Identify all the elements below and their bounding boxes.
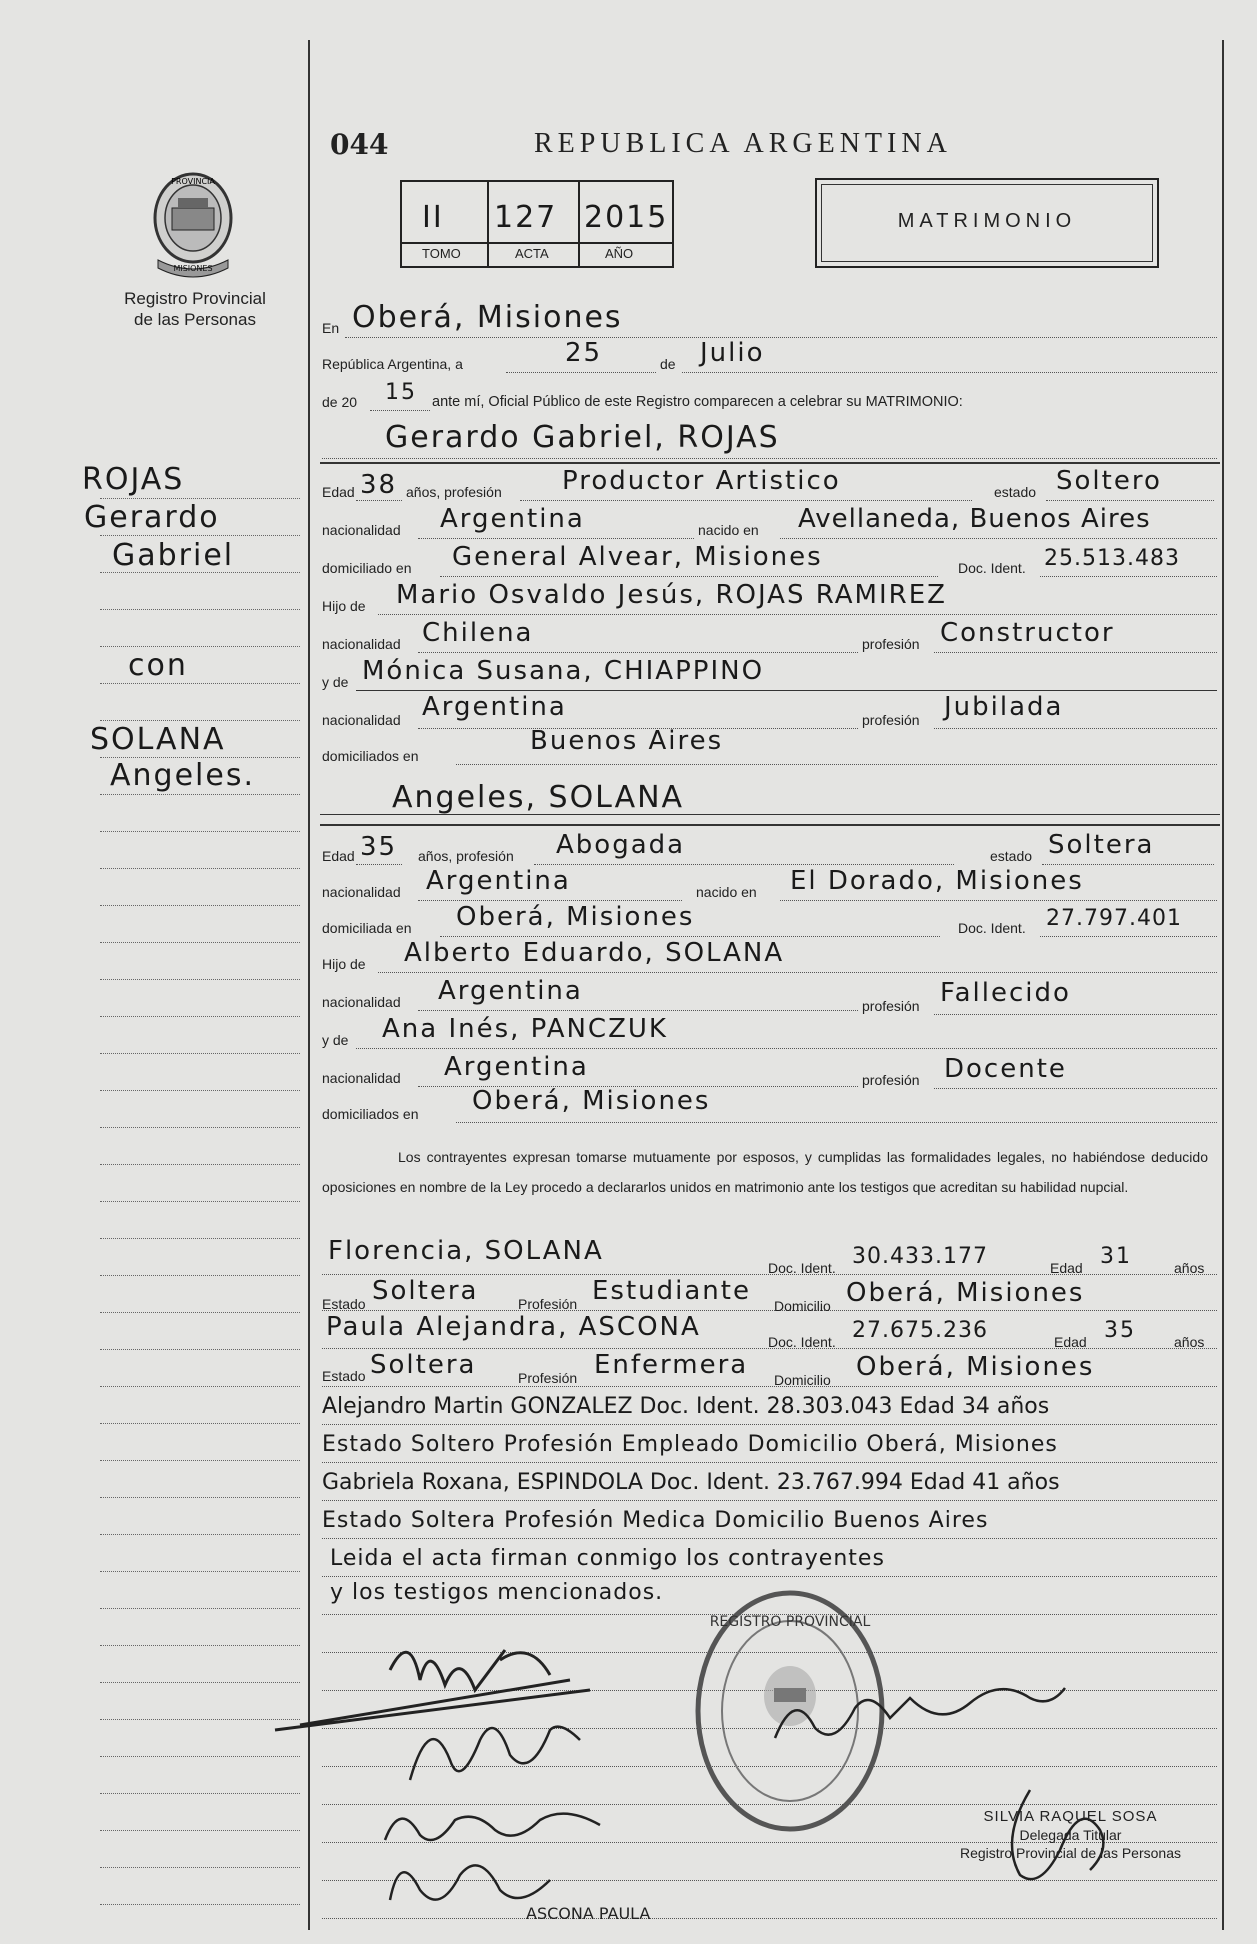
officer-title: Delegada Titular <box>1019 1827 1122 1843</box>
record-number-box <box>400 180 672 266</box>
witness2-doc: 27.675.236 <box>852 1318 988 1343</box>
closing-line2: y los testigos mencionados. <box>330 1580 664 1605</box>
registry-name <box>100 288 290 330</box>
witness2-name: Paula Alejandra, ASCONA <box>326 1312 701 1342</box>
groom-domiciliados-label: domiciliados en <box>322 748 419 764</box>
signature-officer <box>990 1780 1120 1895</box>
margin-note-line5: Angeles. <box>110 758 255 793</box>
bride-father-nac-label: nacionalidad <box>322 994 401 1010</box>
witness1-doc-label: Doc. Ident. <box>768 1260 836 1276</box>
witness1-edad-label: Edad <box>1050 1260 1083 1276</box>
bride-father-nationality: Argentina <box>438 976 583 1006</box>
margin-note-connector: con <box>128 648 188 683</box>
witness1-status: Soltera <box>372 1276 479 1306</box>
groom-nacido-label: nacido en <box>698 522 759 538</box>
witness1-estado-label: Estado <box>322 1296 366 1312</box>
witness1-doc: 30.433.177 <box>852 1244 988 1269</box>
groom-doc-label: Doc. Ident. <box>958 560 1026 576</box>
celebration-place: Oberá, Misiones <box>352 300 623 335</box>
groom-hijo-label: Hijo de <box>322 598 366 614</box>
seal-bottom-text: MISIONES <box>173 264 213 273</box>
registry-name-line1: Registro Provincial <box>124 289 266 308</box>
groom-full-name: Gerardo Gabriel, ROJAS <box>385 420 780 455</box>
margin-note-line2: Gerardo <box>84 500 220 535</box>
groom-anos-profesion-label: años, profesión <box>406 484 502 500</box>
margin-note-line4: SOLANA <box>90 722 226 757</box>
witness2-dom-label: Domicilio <box>774 1372 831 1388</box>
declaration-text: Los contrayentes expresan tomarse mutuamente por esposos, y cumplidas las formalidades legales, no habiéndose deducido oposiciones en nombre de la Ley procedo a declararlos unidos en matrimonio ante los testigos que acreditan su habilidad nupcial. <box>322 1149 1208 1195</box>
groom-parents-domicile: Buenos Aires <box>530 726 724 756</box>
groom-mother-nationality: Argentina <box>422 692 567 722</box>
bride-nacionalidad-label: nacionalidad <box>322 884 401 900</box>
witness2-estado-label: Estado <box>322 1368 366 1384</box>
anio-value: 2015 <box>584 200 669 235</box>
signature-officer-scribble <box>770 1668 1070 1763</box>
witness-printed-signature: ASCONA PAULA <box>526 1904 651 1923</box>
witness2-age: 35 <box>1104 1318 1136 1343</box>
groom-profession: Productor Artistico <box>562 466 841 496</box>
page-number: 044 <box>330 128 389 161</box>
bride-domiciliados-label: domiciliados en <box>322 1106 419 1122</box>
groom-father-prof-label: profesión <box>862 636 920 652</box>
groom-domiciliado-label: domiciliado en <box>322 560 412 576</box>
closing-line1: Leida el acta firman conmigo los contrayentes <box>330 1546 885 1571</box>
witness1-anos: años <box>1174 1260 1205 1276</box>
bride-profession: Abogada <box>556 830 686 860</box>
year-prefix: de 20 <box>322 394 358 410</box>
groom-mother: Mónica Susana, CHIAPPINO <box>362 656 765 686</box>
bride-status: Soltera <box>1048 830 1155 860</box>
groom-nacionalidad-label: nacionalidad <box>322 522 401 538</box>
bride-full-name: Angeles, SOLANA <box>392 780 685 815</box>
witness1-name: Florencia, SOLANA <box>328 1236 604 1266</box>
bride-edad-label: Edad <box>322 848 355 864</box>
witness2-profession: Enfermera <box>594 1350 749 1380</box>
bride-hijo-label: Hijo de <box>322 956 366 972</box>
witness2-prof-label: Profesión <box>518 1370 578 1386</box>
bride-domiciliada-label: domiciliada en <box>322 920 412 936</box>
bride-nacido-label: nacido en <box>696 884 757 900</box>
bride-domicile: Oberá, Misiones <box>456 902 695 932</box>
signature-scribble-icon-6 <box>990 1780 1120 1890</box>
celebration-month: Julio <box>700 338 765 368</box>
groom-yde-label: y de <box>322 674 349 690</box>
document-type-box <box>815 178 1159 268</box>
witness1-dom-label: Domicilio <box>774 1298 831 1314</box>
tomo-value: II <box>422 200 444 235</box>
bride-mother: Ana Inés, PANCZUK <box>382 1014 668 1044</box>
groom-doc: 25.513.483 <box>1044 546 1180 571</box>
anio-label: AÑO <box>605 246 634 261</box>
witness1-prof-label: Profesión <box>518 1296 578 1312</box>
signature-scribble-icon-2 <box>400 1700 600 1800</box>
officer-name: SILVIA RAQUEL SOSA <box>983 1808 1158 1825</box>
witness2-edad-label: Edad <box>1054 1334 1087 1350</box>
groom-mother-profession: Jubilada <box>944 692 1064 722</box>
de-label: de <box>660 356 676 372</box>
witness1-profession: Estudiante <box>592 1276 751 1306</box>
en-label: En <box>322 320 340 336</box>
margin-note-line3: Gabriel <box>112 538 235 573</box>
bride-anos-profesion-label: años, profesión <box>418 848 514 864</box>
bride-mother-nationality: Argentina <box>444 1052 589 1082</box>
provincial-seal-icon <box>148 168 238 278</box>
bride-mother-profession: Docente <box>944 1054 1067 1084</box>
witness3-line1: Alejandro Martin GONZALEZ Doc. Ident. 28.303.043 Edad 34 años <box>322 1394 1050 1419</box>
bride-mother-nac-label: nacionalidad <box>322 1070 401 1086</box>
bride-father-profession: Fallecido <box>940 978 1071 1008</box>
witness2-domicile: Oberá, Misiones <box>856 1352 1095 1382</box>
groom-status: Soltero <box>1056 466 1162 496</box>
groom-mother-nac-label: nacionalidad <box>322 712 401 728</box>
stamp-text: REGISTRO PROVINCIAL <box>709 1614 871 1630</box>
bride-doc-label: Doc. Ident. <box>958 920 1026 936</box>
document-type: MATRIMONIO <box>897 210 1077 232</box>
groom-nationality: Argentina <box>440 504 585 534</box>
bride-age: 35 <box>360 832 398 862</box>
groom-father-nac-label: nacionalidad <box>322 636 401 652</box>
witness4-line2: Estado Soltera Profesión Medica Domicilio Buenos Aires <box>322 1508 989 1533</box>
witness4-line1: Gabriela Roxana, ESPINDOLA Doc. Ident. 23.767.994 Edad 41 años <box>322 1470 1060 1495</box>
right-frame-line <box>1222 40 1224 1930</box>
groom-age: 38 <box>360 470 398 500</box>
acta-value: 127 <box>494 200 558 235</box>
registry-seal <box>148 168 238 278</box>
bride-birthplace: El Dorado, Misiones <box>790 866 1084 896</box>
bride-estado-label: estado <box>990 848 1033 864</box>
bride-father-prof-label: profesión <box>862 998 920 1014</box>
seal-top-text: PROVINCIA <box>171 177 215 186</box>
groom-mother-prof-label: profesión <box>862 712 920 728</box>
groom-father-profession: Constructor <box>940 618 1115 648</box>
witness1-age: 31 <box>1100 1244 1132 1269</box>
bride-doc: 27.797.401 <box>1046 906 1182 931</box>
bride-father: Alberto Eduardo, SOLANA <box>404 938 785 968</box>
celebration-day: 25 <box>565 338 603 368</box>
year-suffix: 15 <box>385 380 417 405</box>
officer-office: Registro Provincial de las Personas <box>960 1845 1181 1861</box>
bride-nationality: Argentina <box>426 866 571 896</box>
groom-estado-label: estado <box>994 484 1037 500</box>
witness1-domicile: Oberá, Misiones <box>846 1278 1085 1308</box>
groom-father-nationality: Chilena <box>422 618 534 648</box>
bride-yde-label: y de <box>322 1032 349 1048</box>
country-title: REPUBLICA ARGENTINA <box>534 128 952 159</box>
groom-father: Mario Osvaldo Jesús, ROJAS RAMIREZ <box>396 580 947 610</box>
tomo-label: TOMO <box>422 246 461 261</box>
republica-label: República Argentina, a <box>322 356 463 372</box>
groom-edad-label: Edad <box>322 484 355 500</box>
witness3-line2: Estado Soltero Profesión Empleado Domicilio Oberá, Misiones <box>322 1432 1058 1457</box>
groom-domicile: General Alvear, Misiones <box>452 542 823 572</box>
margin-note-line1: ROJAS <box>82 462 185 497</box>
witness2-anos: años <box>1174 1334 1205 1350</box>
witness2-status: Soltera <box>370 1350 477 1380</box>
signature-scribble-icon-3 <box>770 1668 1070 1758</box>
witness2-doc-label: Doc. Ident. <box>768 1334 836 1350</box>
groom-birthplace: Avellaneda, Buenos Aires <box>798 504 1151 534</box>
bride-mother-prof-label: profesión <box>862 1072 920 1088</box>
intro-text: ante mí, Oficial Público de este Registro comparecen a celebrar su MATRIMONIO: <box>432 394 963 410</box>
acta-label: ACTA <box>515 246 549 261</box>
registry-name-line2: de las Personas <box>134 310 256 329</box>
bride-parents-domicile: Oberá, Misiones <box>472 1086 711 1116</box>
